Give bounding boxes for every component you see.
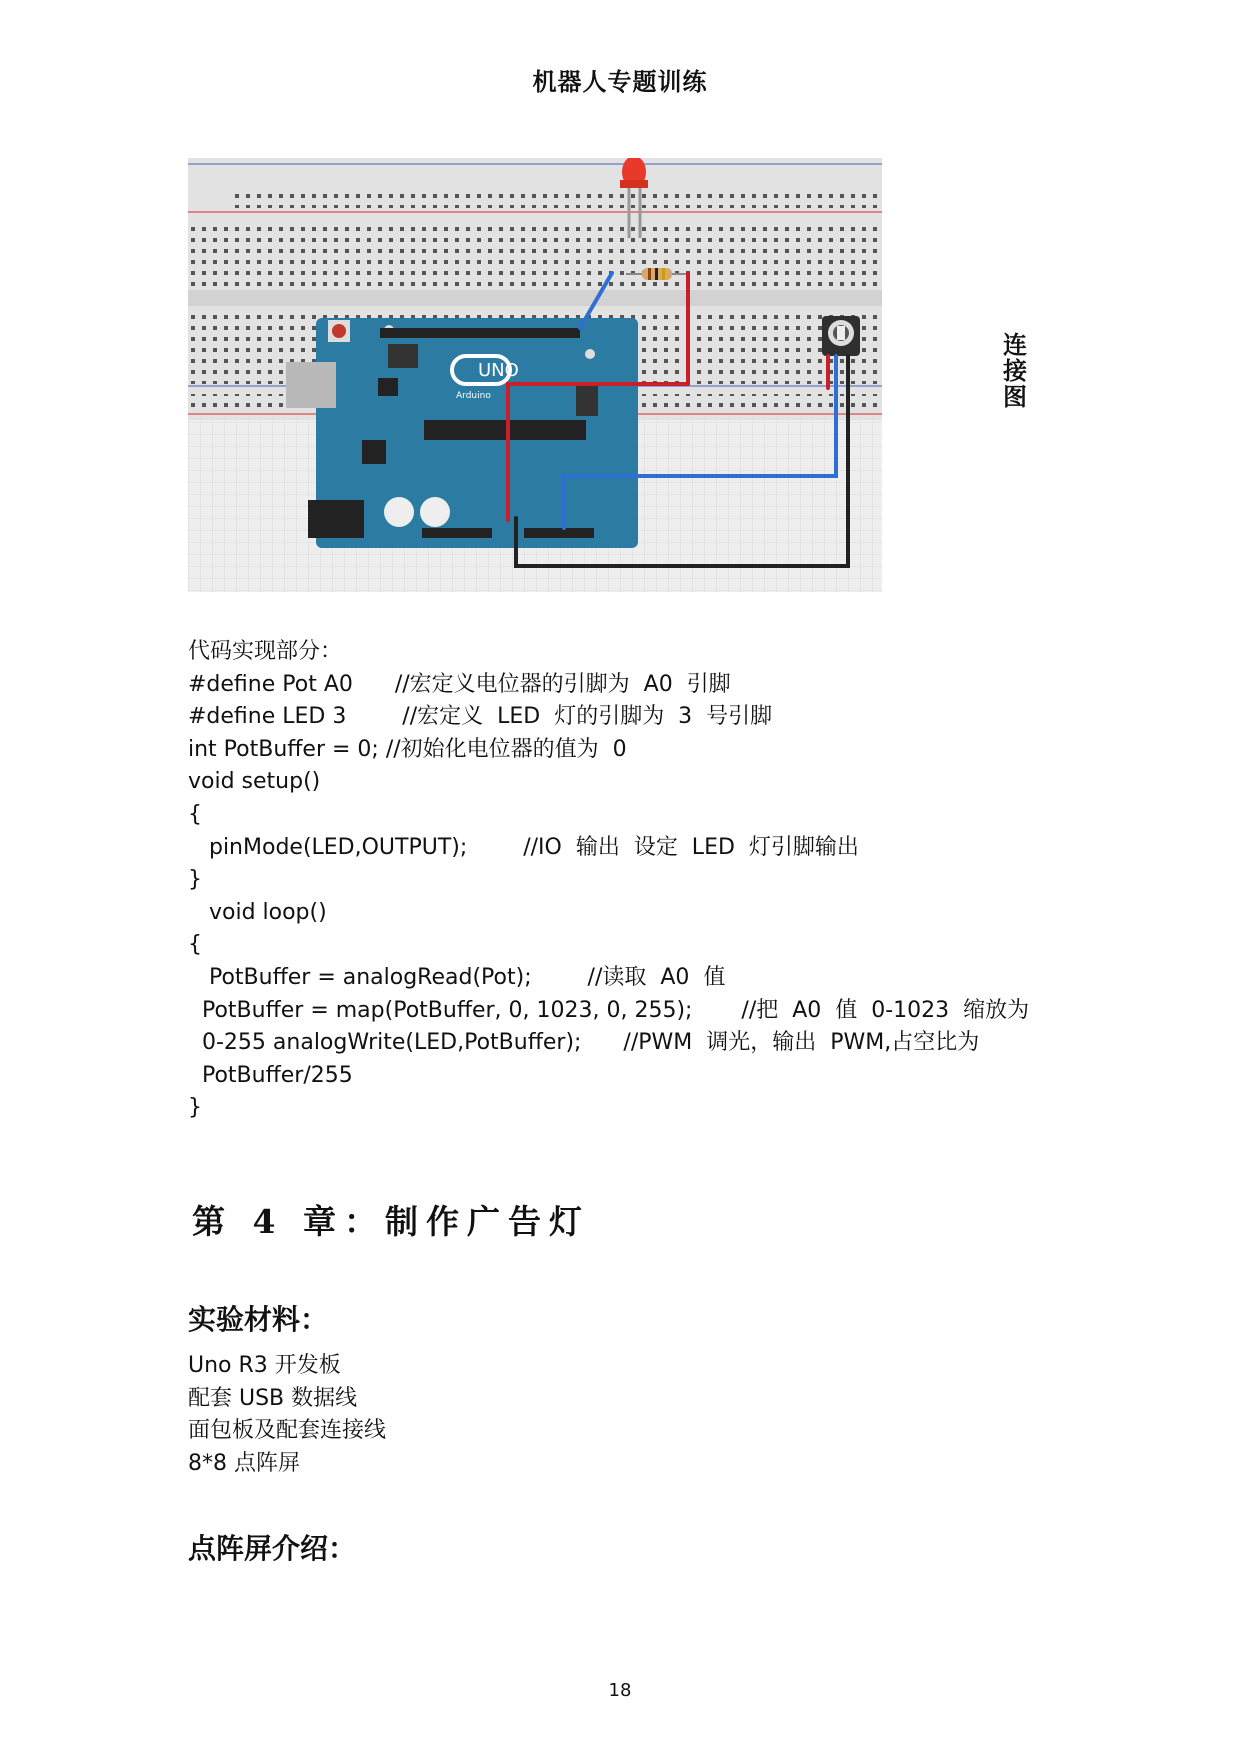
list-item: 面包板及配套连接线 xyxy=(188,1418,387,1444)
code-line: } xyxy=(188,867,202,893)
list-item: 8*8 点阵屏 xyxy=(188,1450,300,1476)
materials-heading: 实验材料： xyxy=(188,1303,329,1336)
arduino-uno-board xyxy=(286,318,638,548)
side-label-char: 连 xyxy=(1003,331,1027,359)
list-item: 配套 USB 数据线 xyxy=(188,1385,358,1411)
potentiometer-component xyxy=(822,316,860,356)
atmega-chip xyxy=(424,420,586,440)
code-section xyxy=(188,636,1088,1125)
reset-button-shape xyxy=(332,324,346,338)
code-line: { xyxy=(188,932,202,958)
side-label-connection-diagram xyxy=(1000,332,1030,410)
code-line: PotBuffer = map(PotBuffer, 0, 1023, 0, 255); //把 A0 值 0-1023 缩放为 xyxy=(188,997,1030,1023)
code-line: PotBuffer = analogRead(Pot); //读取 A0 值 xyxy=(188,964,726,990)
code-line: void loop() xyxy=(188,899,327,925)
code-line: pinMode(LED,OUTPUT); //IO 输出 设定 LED 灯引脚输出 xyxy=(188,834,859,860)
chapter-title: 第 4 章：制作广告灯 xyxy=(192,1202,590,1241)
code-intro: 代码实现部分： xyxy=(188,639,343,664)
code-line: #define LED 3 //宏定义 LED 灯的引脚为 3 号引脚 xyxy=(188,704,773,730)
materials-list xyxy=(188,1350,386,1480)
code-line: void setup() xyxy=(188,769,321,795)
code-line: int PotBuffer = 0; //初始化电位器的值为 0 xyxy=(188,736,627,762)
page-number: 18 xyxy=(608,1680,632,1701)
board-brand-label: UNO xyxy=(478,360,519,381)
power-jack xyxy=(308,500,364,538)
page-header-title: 机器人专题训练 xyxy=(532,68,708,96)
code-line: } xyxy=(188,1095,202,1121)
wiring-diagram xyxy=(188,158,882,592)
side-label-char: 接 xyxy=(1003,357,1027,385)
matrix-intro-heading: 点阵屏介绍： xyxy=(188,1532,357,1565)
code-line: { xyxy=(188,801,202,827)
board-sub-label: Arduino xyxy=(456,391,491,401)
usb-port xyxy=(286,362,336,408)
code-line: 0-255 analogWrite(LED,PotBuffer); //PWM 调光，输出 PWM,占空比为 xyxy=(188,1030,980,1056)
side-label-char: 图 xyxy=(1003,383,1027,411)
list-item: Uno R3 开发板 xyxy=(188,1353,341,1378)
code-line: #define Pot A0 //宏定义电位器的引脚为 A0 引脚 xyxy=(188,671,731,697)
code-line: PotBuffer/255 xyxy=(188,1062,353,1088)
